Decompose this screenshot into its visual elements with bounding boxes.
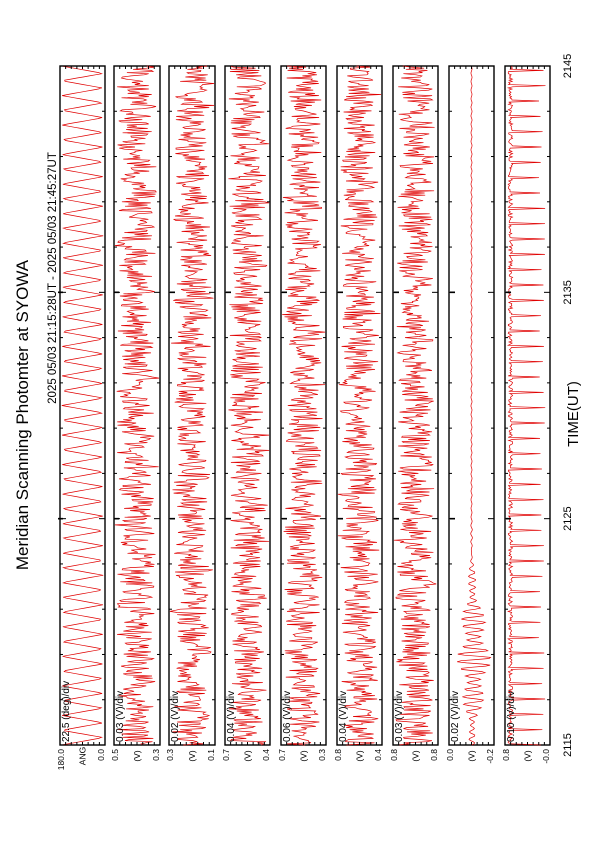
x-tick-label: 2145 xyxy=(562,53,574,79)
panel xyxy=(389,66,439,762)
panel-scale-label: 0.02 (V)/div xyxy=(450,690,461,742)
panel xyxy=(445,66,495,764)
x-tick-label: 2115 xyxy=(562,733,574,757)
series-line xyxy=(282,66,325,745)
x-axis-label: TIME(UT) xyxy=(565,381,582,447)
series-line xyxy=(115,66,159,745)
y-tick-label-bottom: 0.0 xyxy=(96,749,106,761)
y-tick-label-top: 0.8 xyxy=(501,749,511,761)
series-line xyxy=(62,66,103,745)
y-tick-label-top: 0.5 xyxy=(110,749,120,761)
y-tick-label-top: 0.8 xyxy=(389,749,399,761)
series-line xyxy=(170,66,214,745)
panel-scale-label: 0.04 (V)/div xyxy=(226,690,237,742)
series-line xyxy=(338,66,381,745)
series-line xyxy=(394,66,436,745)
y-tick-label-bottom: 0.3 xyxy=(317,749,327,761)
panel-frame xyxy=(449,66,494,745)
panel-scale-label: 0.02 (V)/div xyxy=(170,690,181,742)
y-axis-label: (V) xyxy=(298,750,309,762)
panel xyxy=(110,66,161,762)
panel xyxy=(165,66,216,762)
panel-scale-label: 0.04 (V)/div xyxy=(338,690,349,742)
y-tick-label-top: 0.0 xyxy=(445,749,455,761)
panel-scale-label: 0.03 (V)/div xyxy=(394,690,405,742)
panel-scale-label: 0.03 (V)/div xyxy=(115,690,126,742)
panel-scale-label: 22.5 (deg)/div xyxy=(61,680,72,742)
y-axis-label: (V) xyxy=(466,750,477,762)
y-axis-label: (V) xyxy=(354,750,365,762)
y-tick-label-bottom: 0.4 xyxy=(261,749,271,761)
panel xyxy=(277,66,327,762)
y-tick-label-bottom: 0.1 xyxy=(206,749,216,761)
chart-title: Meridian Scanning Photomter at SYOWA xyxy=(13,259,32,571)
series-line xyxy=(228,66,269,745)
panel xyxy=(501,66,551,764)
chart-subtitle: 2025 05/03 21:15:28UT - 2025 05/03 21:45:27UT xyxy=(47,152,59,404)
y-tick-label-bottom: -0.0 xyxy=(541,749,551,764)
y-tick-label-bottom: 0.8 xyxy=(429,749,439,761)
y-tick-label-top: 0.7 xyxy=(221,749,231,761)
panel-frame xyxy=(60,66,105,745)
panel-scale-label: 0.06 (V)/div xyxy=(282,690,293,742)
y-axis-label: (V) xyxy=(522,750,533,762)
series-line xyxy=(457,66,490,745)
y-axis-label: (V) xyxy=(410,750,421,762)
y-tick-label-top: 0.3 xyxy=(165,749,175,761)
y-axis-label: (V) xyxy=(187,750,197,762)
x-tick-label: 2125 xyxy=(562,506,574,531)
y-axis-label: ANG xyxy=(77,746,88,766)
x-tick-label: 2135 xyxy=(562,280,574,305)
y-tick-label-top: 0.8 xyxy=(333,749,343,761)
series-line xyxy=(508,66,545,745)
panel xyxy=(56,66,106,770)
y-tick-label-bottom: 0.4 xyxy=(373,749,383,761)
panel-frame xyxy=(505,66,550,745)
panel xyxy=(333,66,383,762)
y-tick-label-top: 0.7 xyxy=(277,749,287,761)
y-axis-label: (V) xyxy=(242,750,253,762)
panel xyxy=(221,66,271,762)
y-tick-label-top: 180.0 xyxy=(56,749,66,771)
panels-group xyxy=(56,66,552,770)
y-tick-label-bottom: -0.2 xyxy=(485,749,495,764)
y-axis-label: (V) xyxy=(132,750,142,762)
y-tick-label-bottom: 0.3 xyxy=(151,749,161,761)
panel-scale-label: 0.10 (V)/div xyxy=(506,690,517,742)
